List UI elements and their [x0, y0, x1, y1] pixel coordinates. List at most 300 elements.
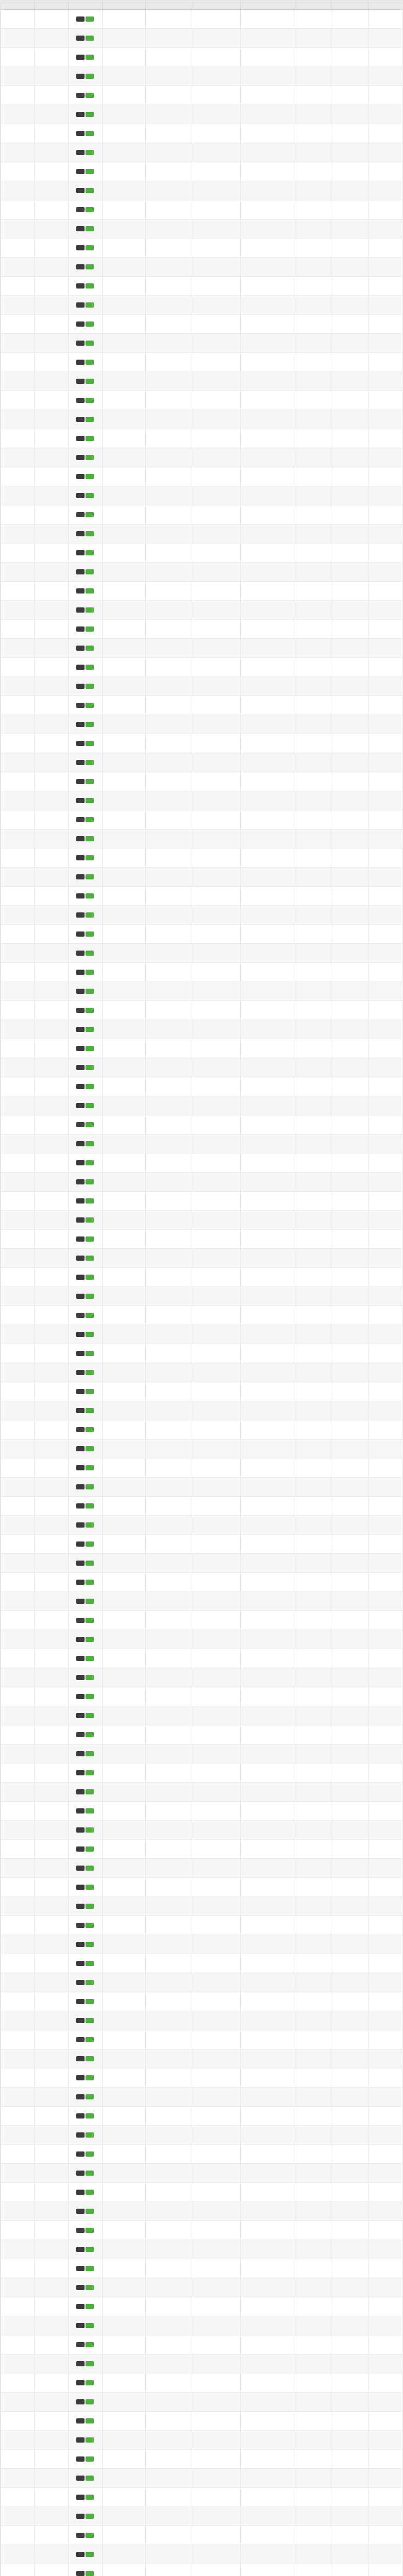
table-cell-col-2 [34, 2354, 68, 2374]
product-thumb-icon[interactable] [76, 2285, 85, 2290]
table-cell-col-1 [1, 849, 34, 868]
table-cell-col-7 [240, 2088, 296, 2107]
product-thumb-icon[interactable] [76, 1008, 85, 1013]
product-thumb-icon[interactable] [76, 2361, 85, 2366]
table-cell-col-6 [193, 1916, 240, 1935]
table-cell-col-6 [193, 639, 240, 658]
product-thumb-icon[interactable] [76, 1084, 85, 1089]
product-thumb-icon[interactable] [76, 1313, 85, 1318]
table-cell-col-3 [68, 696, 102, 715]
product-thumb-icon[interactable] [76, 341, 85, 346]
product-thumb-icon[interactable] [76, 2247, 85, 2252]
table-cell-col-3 [68, 1478, 102, 1497]
product-thumb-icon[interactable] [76, 2190, 85, 2195]
product-thumb-icon[interactable] [76, 283, 85, 289]
table-cell-col-8 [296, 753, 331, 772]
table-row [1, 887, 402, 906]
table-cell-col-7 [240, 2412, 296, 2431]
table-cell-col-5 [145, 48, 193, 67]
table-cell-col-1 [1, 2393, 34, 2412]
product-thumb-icon[interactable] [76, 398, 85, 403]
table-cell-col-6 [193, 1096, 240, 1115]
table-cell-col-8 [296, 563, 331, 582]
product-thumb-icon[interactable] [76, 1236, 85, 1242]
table-cell-col-4 [102, 1077, 145, 1096]
table-cell-col-7 [240, 887, 296, 906]
product-thumb-icon[interactable] [76, 1732, 85, 1737]
table-cell-col-4 [102, 1401, 145, 1420]
table-cell-col-9 [331, 2202, 368, 2221]
product-thumb-icon[interactable] [76, 2018, 85, 2023]
table-cell-col-3 [68, 1173, 102, 1192]
product-thumb-icon[interactable] [76, 1370, 85, 1375]
product-thumb-icon[interactable] [76, 2437, 85, 2443]
table-cell-col-10 [368, 219, 402, 239]
product-thumb-icon[interactable] [76, 2228, 85, 2233]
product-thumb-icon[interactable] [76, 1427, 85, 1432]
table-cell-col-8 [296, 1020, 331, 1039]
table-cell-col-10 [368, 429, 402, 448]
table-cell-col-4 [102, 2259, 145, 2278]
table-cell-col-7 [240, 10, 296, 29]
table-cell-col-8 [296, 1134, 331, 1154]
table-cell-col-8 [296, 353, 331, 372]
table-cell-col-9 [331, 1973, 368, 1992]
table-cell-col-9 [331, 1725, 368, 1744]
availability-icon [86, 2304, 94, 2309]
product-thumb-icon[interactable] [76, 684, 85, 689]
product-thumb-icon[interactable] [76, 1275, 85, 1280]
table-cell-col-6 [193, 658, 240, 677]
availability-icon [86, 2247, 94, 2252]
table-cell-col-8 [296, 2431, 331, 2450]
product-thumb-icon[interactable] [76, 760, 85, 765]
table-cell-col-1 [1, 696, 34, 715]
table-cell-col-8 [296, 1630, 331, 1649]
availability-icon [86, 1027, 94, 1032]
product-thumb-icon[interactable] [76, 2037, 85, 2042]
table-cell-col-9 [331, 620, 368, 639]
product-thumb-icon[interactable] [76, 1961, 85, 1966]
product-thumb-icon[interactable] [76, 2094, 85, 2099]
product-thumb-icon[interactable] [76, 1694, 85, 1699]
table-cell-col-4 [102, 2278, 145, 2297]
table-cell-col-8 [296, 658, 331, 677]
product-thumb-icon[interactable] [76, 1179, 85, 1184]
product-thumb-icon[interactable] [76, 2323, 85, 2328]
product-thumb-icon[interactable] [76, 1351, 85, 1356]
table-cell-col-1 [1, 2526, 34, 2545]
table-cell-col-10 [368, 1744, 402, 1764]
table-cell-col-10 [368, 2107, 402, 2126]
product-thumb-icon[interactable] [76, 2113, 85, 2119]
table-cell-col-5 [145, 2316, 193, 2335]
product-thumb-icon[interactable] [76, 646, 85, 651]
product-thumb-icon[interactable] [76, 2495, 85, 2500]
product-thumb-icon[interactable] [76, 1465, 85, 1470]
table-cell-col-8 [296, 2564, 331, 2576]
table-cell-col-3 [68, 2564, 102, 2576]
table-cell-col-9 [331, 1478, 368, 1497]
table-cell-col-1 [1, 1992, 34, 2011]
product-thumb-icon[interactable] [76, 1942, 85, 1947]
product-thumb-icon[interactable] [76, 1561, 85, 1566]
table-cell-col-6 [193, 181, 240, 200]
table-cell-col-9 [331, 486, 368, 505]
product-thumb-icon[interactable] [76, 302, 85, 308]
product-thumb-icon[interactable] [76, 16, 85, 22]
table-cell-col-1 [1, 2107, 34, 2126]
table-cell-col-9 [331, 29, 368, 48]
product-thumb-icon[interactable] [76, 1656, 85, 1661]
product-thumb-icon[interactable] [76, 893, 85, 899]
table-cell-col-1 [1, 258, 34, 277]
product-thumb-icon[interactable] [76, 1332, 85, 1337]
product-thumb-icon[interactable] [76, 1713, 85, 1718]
product-thumb-icon[interactable] [76, 1160, 85, 1165]
product-thumb-icon[interactable] [76, 1103, 85, 1108]
table-cell-col-3 [68, 849, 102, 868]
table-cell-col-5 [145, 658, 193, 677]
table-cell-col-1 [1, 67, 34, 86]
product-thumb-icon[interactable] [76, 970, 85, 975]
table-cell-col-7 [240, 1001, 296, 1020]
product-thumb-icon[interactable] [76, 2075, 85, 2080]
table-cell-col-6 [193, 1478, 240, 1497]
table-cell-col-4 [102, 1039, 145, 1058]
availability-icon [86, 569, 94, 574]
table-cell-col-8 [296, 1287, 331, 1306]
table-cell-col-1 [1, 524, 34, 544]
product-thumb-icon[interactable] [76, 1122, 85, 1127]
table-cell-col-4 [102, 658, 145, 677]
product-thumb-icon[interactable] [76, 836, 85, 841]
table-cell-col-9 [331, 2545, 368, 2564]
product-thumb-icon[interactable] [76, 722, 85, 727]
product-thumb-icon[interactable] [76, 1141, 85, 1146]
product-thumb-icon[interactable] [76, 1446, 85, 1451]
table-cell-col-6 [193, 620, 240, 639]
table-cell-col-10 [368, 1649, 402, 1668]
table-cell-col-9 [331, 315, 368, 334]
table-cell-col-7 [240, 1420, 296, 1439]
product-thumb-icon[interactable] [76, 1294, 85, 1299]
table-cell-col-6 [193, 2202, 240, 2221]
product-thumb-icon[interactable] [76, 245, 85, 250]
table-cell-col-4 [102, 448, 145, 467]
table-cell-col-3 [68, 2183, 102, 2202]
product-thumb-icon[interactable] [76, 2171, 85, 2176]
product-thumb-icon[interactable] [76, 512, 85, 517]
table-cell-col-5 [145, 1840, 193, 1859]
availability-icon [86, 1332, 94, 1337]
availability-icon [86, 1408, 94, 1413]
product-thumb-icon[interactable] [76, 1846, 85, 1852]
product-thumb-icon[interactable] [76, 1923, 85, 1928]
product-thumb-icon[interactable] [76, 2533, 85, 2538]
table-cell-col-6 [193, 772, 240, 791]
table-cell-col-4 [102, 2564, 145, 2576]
table-cell-col-8 [296, 2126, 331, 2145]
table-cell-col-10 [368, 1363, 402, 1382]
product-thumb-icon[interactable] [76, 931, 85, 937]
table-cell-col-2 [34, 410, 68, 429]
table-cell-col-2 [34, 2431, 68, 2450]
product-thumb-icon[interactable] [76, 207, 85, 212]
table-cell-col-7 [240, 2431, 296, 2450]
product-thumb-icon[interactable] [76, 1503, 85, 1509]
product-thumb-icon[interactable] [76, 531, 85, 536]
table-cell-col-8 [296, 1592, 331, 1611]
product-thumb-icon[interactable] [76, 1599, 85, 1604]
table-cell-col-10 [368, 982, 402, 1001]
product-thumb-icon[interactable] [76, 989, 85, 994]
product-thumb-icon[interactable] [76, 2342, 85, 2347]
product-thumb-icon[interactable] [76, 2380, 85, 2385]
table-cell-col-6 [193, 2069, 240, 2088]
table-cell-col-9 [331, 2126, 368, 2145]
table-cell-col-4 [102, 486, 145, 505]
table-cell-col-4 [102, 1840, 145, 1859]
table-cell-col-10 [368, 181, 402, 200]
table-cell-col-2 [34, 2164, 68, 2183]
table-row [1, 1039, 402, 1058]
table-cell-col-4 [102, 1173, 145, 1192]
table-cell-col-3 [68, 1783, 102, 1802]
product-thumb-icon[interactable] [76, 741, 85, 746]
table-cell-col-7 [240, 2069, 296, 2088]
product-thumb-icon[interactable] [76, 2571, 85, 2576]
table-cell-col-1 [1, 1687, 34, 1706]
table-cell-col-3 [68, 639, 102, 658]
table-cell-col-10 [368, 1630, 402, 1649]
table-cell-col-1 [1, 925, 34, 944]
table-cell-col-10 [368, 1611, 402, 1630]
table-cell-col-1 [1, 1115, 34, 1134]
table-cell-col-8 [296, 1382, 331, 1401]
table-cell-col-3 [68, 1096, 102, 1115]
product-thumb-icon[interactable] [76, 436, 85, 441]
table-cell-col-5 [145, 1554, 193, 1573]
table-cell-col-9 [331, 2526, 368, 2545]
table-cell-col-9 [331, 1363, 368, 1382]
product-thumb-icon[interactable] [76, 1751, 85, 1756]
table-cell-col-5 [145, 1344, 193, 1363]
table-cell-col-3 [68, 1516, 102, 1535]
availability-icon [86, 1694, 94, 1699]
product-thumb-icon[interactable] [76, 703, 85, 708]
product-thumb-icon[interactable] [76, 226, 85, 231]
product-thumb-icon[interactable] [76, 1866, 85, 1871]
product-thumb-icon[interactable] [76, 2056, 85, 2061]
product-thumb-icon[interactable] [76, 1484, 85, 1489]
table-cell-col-7 [240, 296, 296, 315]
table-row [1, 1592, 402, 1611]
product-thumb-icon[interactable] [76, 1999, 85, 2004]
product-thumb-icon[interactable] [76, 1885, 85, 1890]
table-cell-col-5 [145, 353, 193, 372]
table-cell-col-2 [34, 1497, 68, 1516]
product-thumb-icon[interactable] [76, 665, 85, 670]
table-cell-col-10 [368, 734, 402, 753]
product-thumb-icon[interactable] [76, 321, 85, 327]
product-thumb-icon[interactable] [76, 1618, 85, 1623]
table-cell-col-10 [368, 1115, 402, 1134]
table-cell-col-8 [296, 1115, 331, 1134]
product-thumb-icon[interactable] [76, 112, 85, 117]
product-thumb-icon[interactable] [76, 569, 85, 574]
table-cell-col-3 [68, 162, 102, 181]
table-cell-col-8 [296, 2412, 331, 2431]
product-thumb-icon[interactable] [76, 379, 85, 384]
product-thumb-icon[interactable] [76, 1770, 85, 1775]
table-cell-col-1 [1, 1592, 34, 1611]
product-thumb-icon[interactable] [76, 55, 85, 60]
product-thumb-icon[interactable] [76, 550, 85, 555]
table-cell-col-7 [240, 1230, 296, 1249]
product-thumb-icon[interactable] [76, 1675, 85, 1680]
product-thumb-icon[interactable] [76, 131, 85, 136]
product-thumb-icon[interactable] [76, 2151, 85, 2157]
table-cell-col-3 [68, 1363, 102, 1382]
table-cell-col-3 [68, 277, 102, 296]
table-cell-col-6 [193, 334, 240, 353]
table-cell-col-3 [68, 1592, 102, 1611]
product-thumb-icon[interactable] [76, 1637, 85, 1642]
table-cell-col-6 [193, 1363, 240, 1382]
product-thumb-icon[interactable] [76, 1541, 85, 1547]
product-thumb-icon[interactable] [76, 188, 85, 193]
product-thumb-icon[interactable] [76, 2304, 85, 2309]
product-thumb-icon[interactable] [76, 1980, 85, 1985]
table-cell-col-4 [102, 544, 145, 563]
product-thumb-icon[interactable] [76, 2266, 85, 2271]
product-thumb-icon[interactable] [76, 150, 85, 155]
product-thumb-icon[interactable] [76, 1808, 85, 1814]
table-cell-col-5 [145, 2259, 193, 2278]
table-cell-col-2 [34, 1516, 68, 1535]
product-thumb-icon[interactable] [76, 1789, 85, 1794]
table-cell-col-1 [1, 2545, 34, 2564]
product-thumb-icon[interactable] [76, 1904, 85, 1909]
product-thumb-icon[interactable] [76, 2552, 85, 2557]
product-thumb-icon[interactable] [76, 951, 85, 956]
availability-icon [86, 1427, 94, 1432]
availability-icon [86, 684, 94, 689]
product-thumb-icon[interactable] [76, 2476, 85, 2481]
product-thumb-icon[interactable] [76, 798, 85, 803]
product-thumb-icon[interactable] [76, 474, 85, 479]
table-cell-col-9 [331, 2164, 368, 2183]
availability-icon [86, 1465, 94, 1470]
availability-icon [86, 2171, 94, 2176]
product-thumb-icon[interactable] [76, 2418, 85, 2424]
product-thumb-icon[interactable] [76, 607, 85, 613]
product-thumb-icon[interactable] [76, 493, 85, 498]
product-thumb-icon[interactable] [76, 1522, 85, 1528]
table-cell-col-10 [368, 2354, 402, 2374]
product-thumb-icon[interactable] [76, 1827, 85, 1833]
product-thumb-icon[interactable] [76, 2399, 85, 2404]
product-thumb-icon[interactable] [76, 74, 85, 79]
product-thumb-icon[interactable] [76, 1065, 85, 1070]
product-thumb-icon[interactable] [76, 1389, 85, 1394]
table-cell-col-4 [102, 1687, 145, 1706]
product-thumb-icon[interactable] [76, 1256, 85, 1261]
product-thumb-icon[interactable] [76, 2456, 85, 2462]
product-thumb-icon[interactable] [76, 912, 85, 918]
table-cell-col-5 [145, 639, 193, 658]
table-cell-col-6 [193, 277, 240, 296]
table-cell-col-9 [331, 1535, 368, 1554]
table-cell-col-1 [1, 2030, 34, 2049]
table-row [1, 353, 402, 372]
table-cell-col-2 [34, 2069, 68, 2088]
product-thumb-icon[interactable] [76, 1046, 85, 1051]
product-thumb-icon[interactable] [76, 2132, 85, 2138]
table-cell-col-6 [193, 810, 240, 829]
table-row [1, 1077, 402, 1096]
table-cell-col-7 [240, 372, 296, 391]
product-thumb-icon[interactable] [76, 169, 85, 174]
table-row [1, 1706, 402, 1725]
product-thumb-icon[interactable] [76, 626, 85, 632]
table-cell-col-8 [296, 372, 331, 391]
table-cell-col-1 [1, 1516, 34, 1535]
product-thumb-icon[interactable] [76, 874, 85, 879]
table-cell-col-10 [368, 410, 402, 429]
availability-icon [86, 93, 94, 98]
product-thumb-icon[interactable] [76, 855, 85, 860]
table-cell-col-6 [193, 849, 240, 868]
table-cell-col-4 [102, 1154, 145, 1173]
table-cell-col-1 [1, 1077, 34, 1096]
table-cell-col-10 [368, 1478, 402, 1497]
table-row [1, 906, 402, 925]
product-thumb-icon[interactable] [76, 1217, 85, 1223]
product-thumb-icon[interactable] [76, 360, 85, 365]
product-thumb-icon[interactable] [76, 417, 85, 422]
product-thumb-icon[interactable] [76, 817, 85, 822]
product-thumb-icon[interactable] [76, 1198, 85, 1204]
parts-application-table [1, 1, 402, 2576]
table-cell-col-5 [145, 1497, 193, 1516]
table-cell-col-4 [102, 1554, 145, 1573]
table-row [1, 2145, 402, 2164]
table-cell-col-5 [145, 1668, 193, 1687]
product-thumb-icon[interactable] [76, 2514, 85, 2519]
table-cell-col-8 [296, 277, 331, 296]
table-cell-col-7 [240, 868, 296, 887]
product-thumb-icon[interactable] [76, 1027, 85, 1032]
product-thumb-icon[interactable] [76, 455, 85, 460]
table-cell-col-10 [368, 963, 402, 982]
product-thumb-icon[interactable] [76, 588, 85, 594]
availability-icon [86, 2418, 94, 2424]
product-thumb-icon[interactable] [76, 264, 85, 269]
table-cell-col-1 [1, 963, 34, 982]
product-thumb-icon[interactable] [76, 1580, 85, 1585]
table-cell-col-5 [145, 1802, 193, 1821]
table-cell-col-7 [240, 162, 296, 181]
product-thumb-icon[interactable] [76, 779, 85, 784]
product-thumb-icon[interactable] [76, 1408, 85, 1413]
product-thumb-icon[interactable] [76, 36, 85, 41]
product-thumb-icon[interactable] [76, 2209, 85, 2214]
table-cell-col-6 [193, 315, 240, 334]
product-thumb-icon[interactable] [76, 93, 85, 98]
availability-icon [86, 931, 94, 937]
